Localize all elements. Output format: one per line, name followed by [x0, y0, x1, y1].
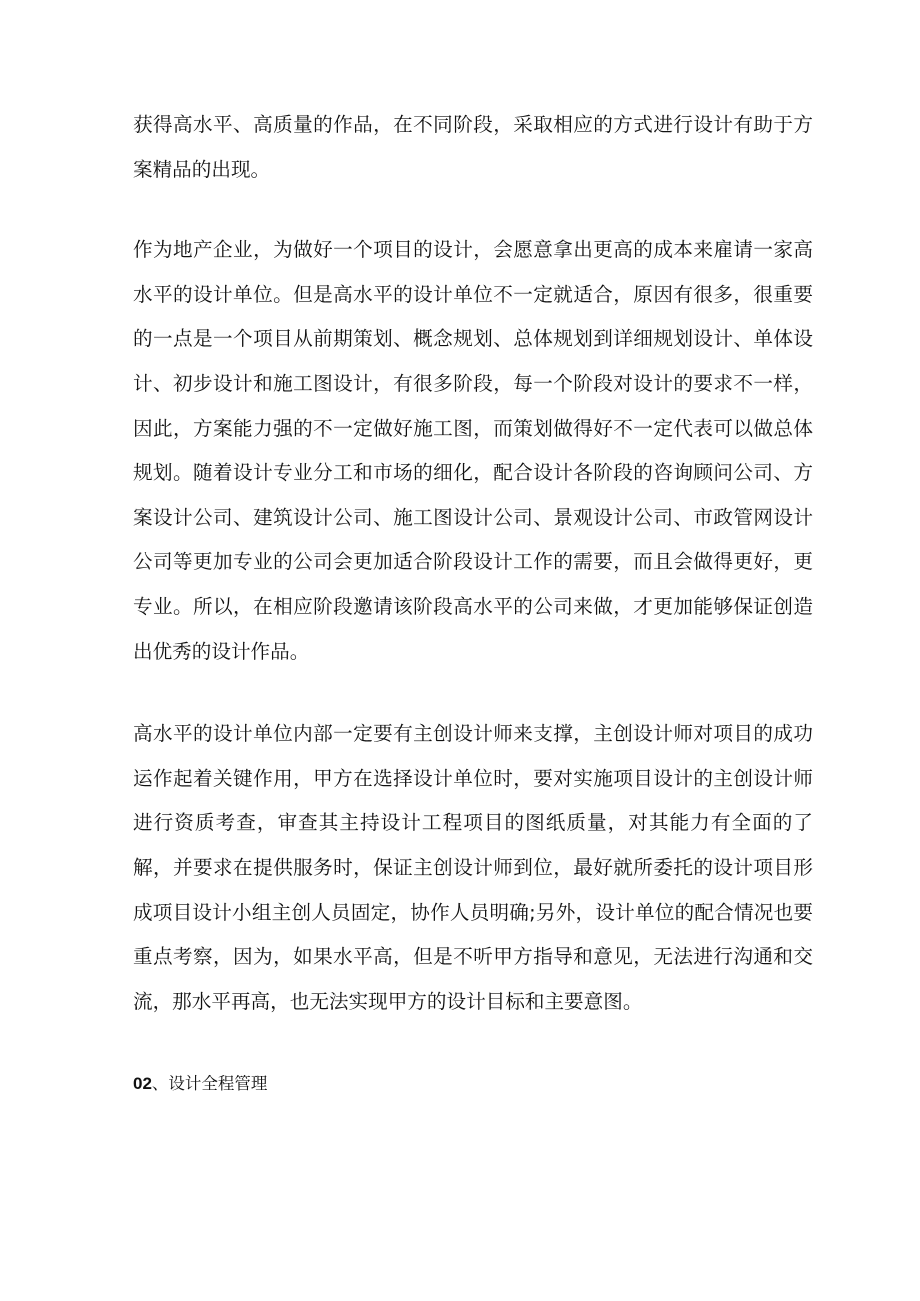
- section-number: 02: [133, 1074, 152, 1094]
- paragraph-design-unit: 作为地产企业，为做好一个项目的设计，会愿意拿出更高的成本来雇请一家高水平的设计单位。但是高水平的设计单位不一定就适合，原因有很多，很重要的一点是一个项目从前期策划、概念规划、总体规划到详细规划设计、单体设计、初步设计和施工图设计，有很多阶段，每一个阶段对设计的要求不一样，因此，方案能力强的不一定做好施工图，而策划做得好不一定代表可以做总体规划。随着设计专业分工和市场的细化，配合设计各阶段的咨询顾问公司、方案设计公司、建筑设计公司、施工图设计公司、景观设计公司、市政管网设计公司等更加专业的公司会更加适合阶段设计工作的需要，而且会做得更好，更专业。所以，在相应阶段邀请该阶段高水平的公司来做，才更加能够保证创造出优秀的设计作品。: [133, 238, 813, 663]
- paragraph-intro: 获得高水平、高质量的作品，在不同阶段，采取相应的方式进行设计有助于方案精品的出现。: [133, 113, 813, 181]
- document-body: [133, 103, 813, 1106]
- section-title: 、设计全程管理: [151, 1074, 268, 1094]
- paragraph-chief-designer: 高水平的设计单位内部一定要有主创设计师来支撑，主创设计师对项目的成功运作起着关键作用，甲方在选择设计单位时，要对实施项目设计的主创设计师进行资质考查，审查其主持设计工程项目的图纸质量，对其能力有全面的了解，并要求在提供服务时，保证主创设计师到位，最好就所委托的设计项目形成项目设计小组主创人员固定，协作人员明确;另外，设计单位的配合情况也要重点考察，因为，如果水平高，但是不听甲方指导和意见，无法进行沟通和交流，那水平再高，也无法实现甲方的设计目标和主要意图。: [133, 722, 813, 1013]
- section-heading: [133, 1062, 813, 1106]
